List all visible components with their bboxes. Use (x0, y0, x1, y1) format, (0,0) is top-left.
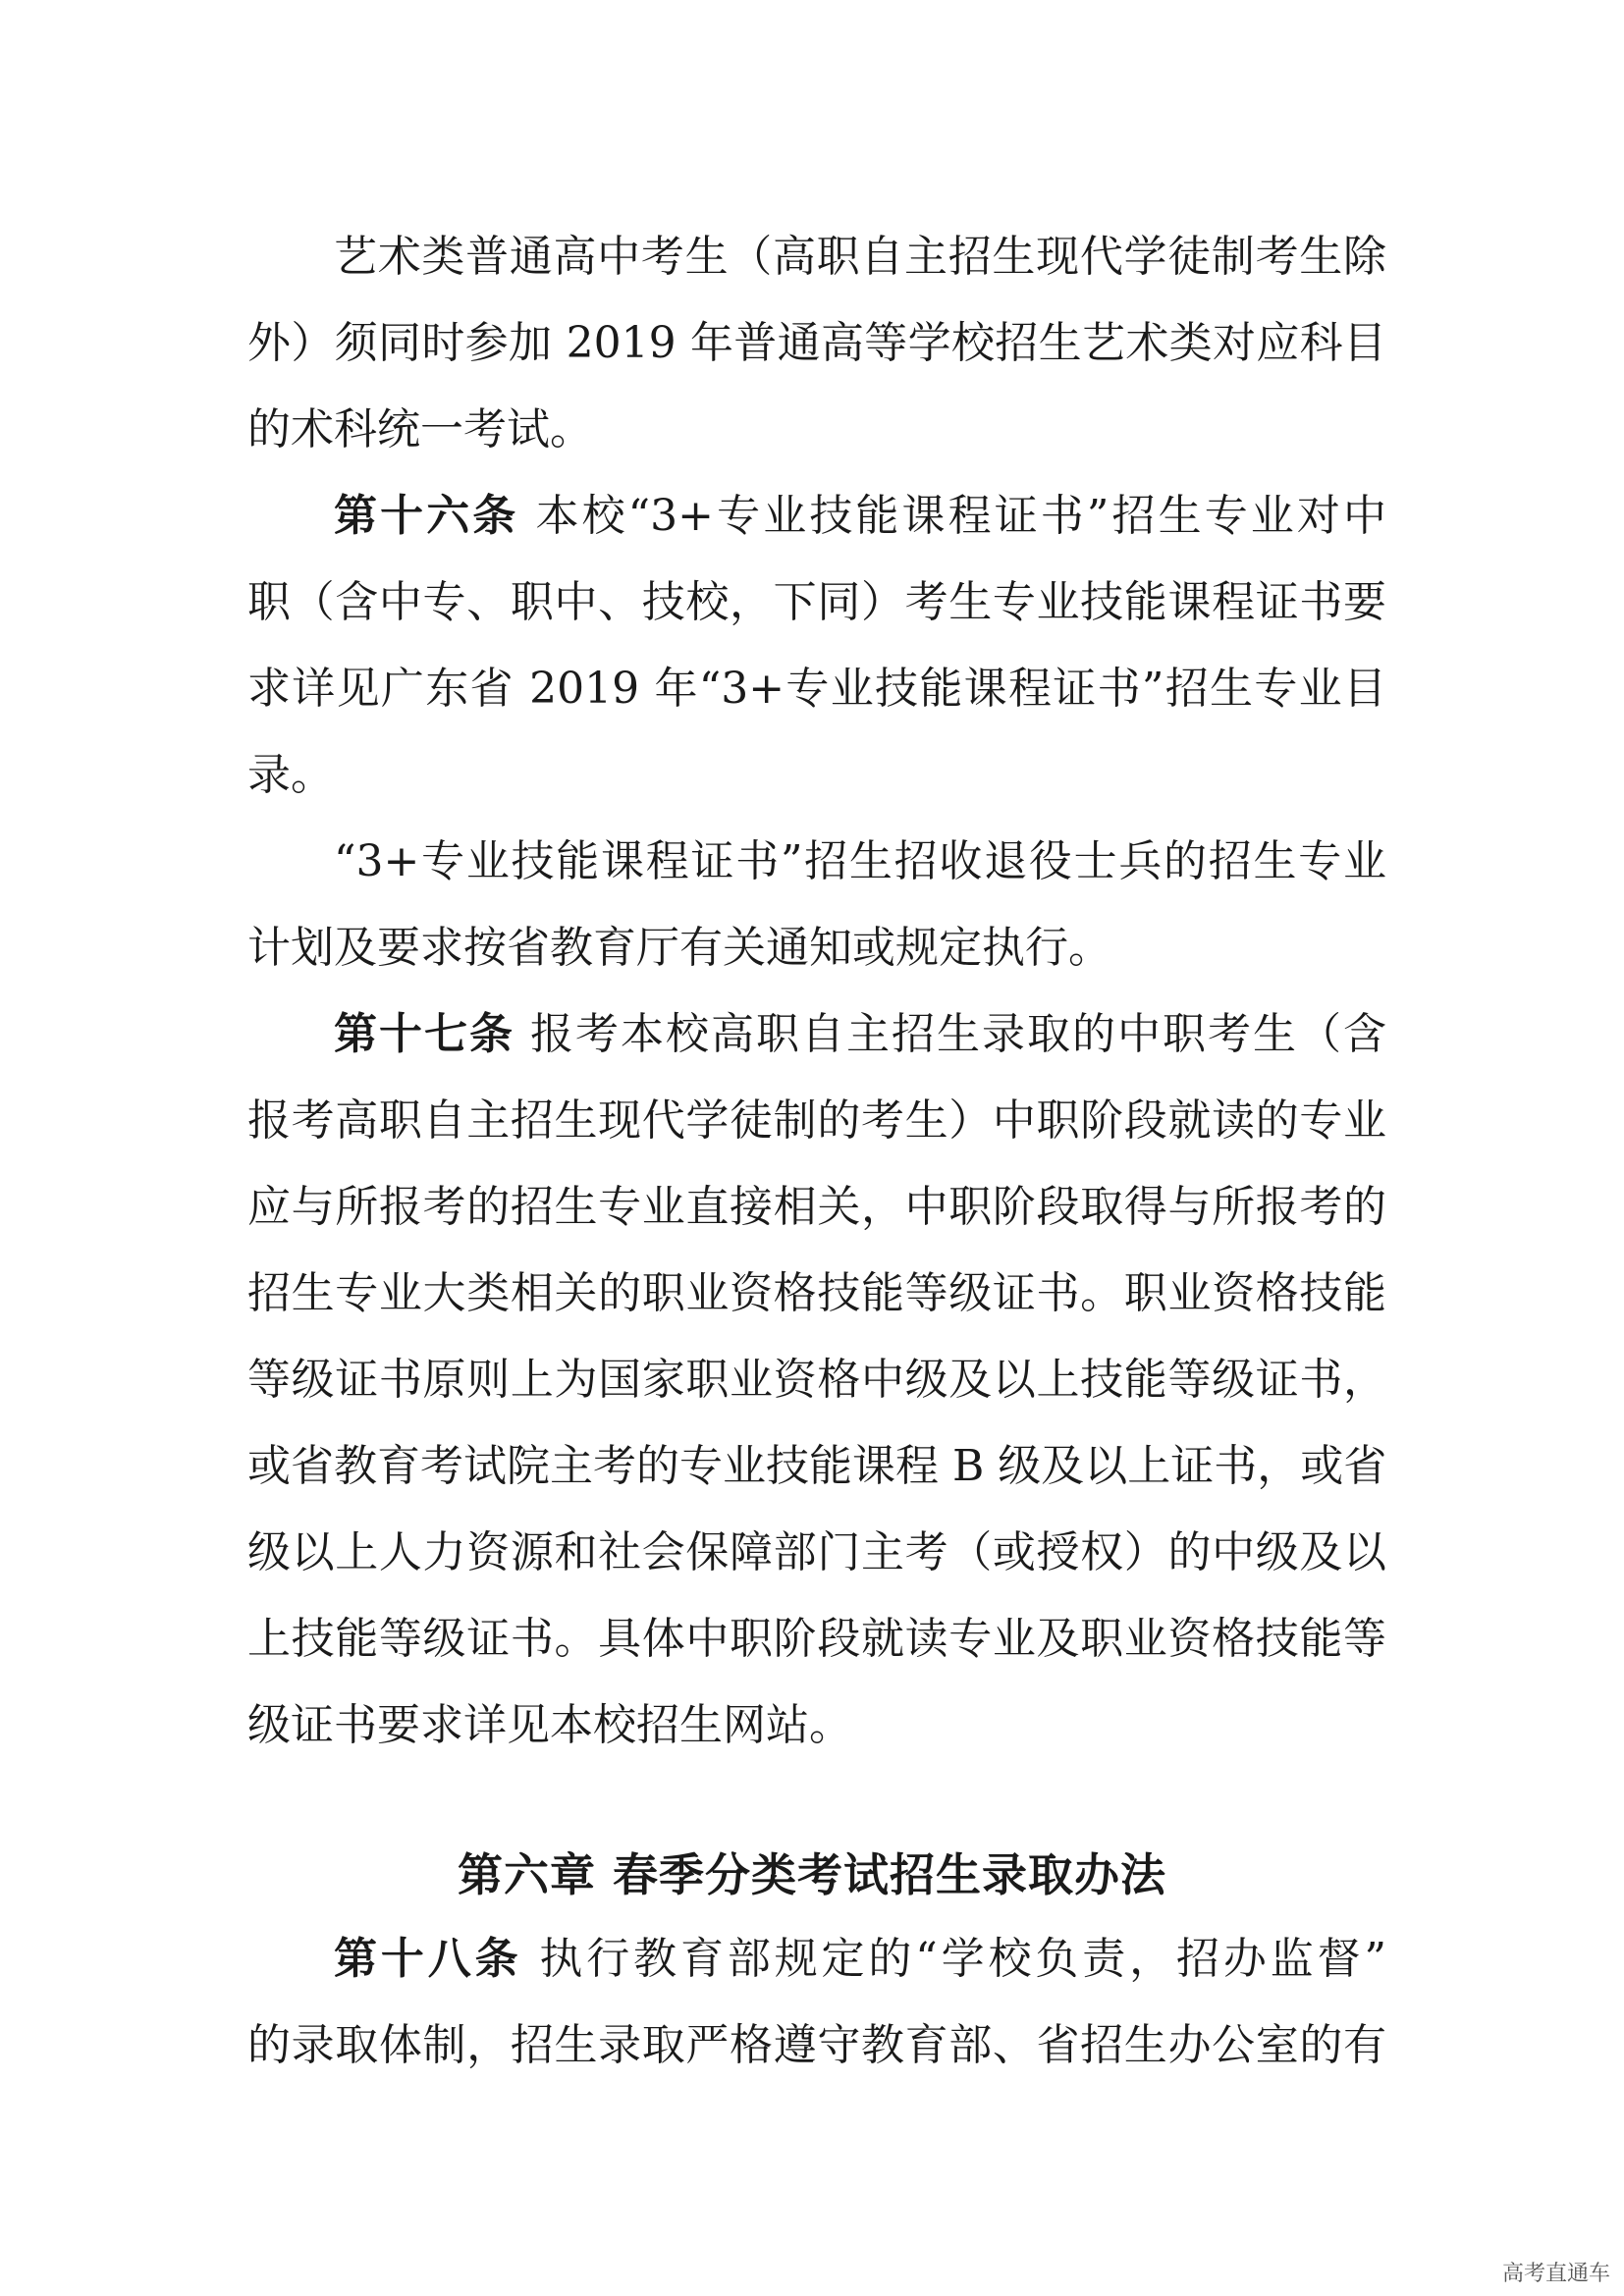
watermark-text: 高考直通车 (1501, 2262, 1610, 2286)
article-17-line-5: 等级证书原则上为国家职业资格中级及以上技能等级证书， (247, 1355, 1386, 1405)
paragraph-1-line-1: 艺术类普通高中考生（高职自主招生现代学徒制考生除 (334, 232, 1386, 282)
paragraph-3-line-2: 计划及要求按省教育厅有关通知或规定执行。 (247, 923, 1111, 973)
chapter-title: 第六章 春季分类考试招生录取办法 (457, 1848, 1166, 1901)
article-16-text: 本校“3+专业技能课程证书”招生专业对中 (535, 491, 1386, 541)
article-17-text: 报考本校高职自主招生录取的中职考生（含 (530, 1009, 1386, 1059)
article-17-line-8: 上技能等级证书。具体中职阶段就读专业及职业资格技能等 (247, 1614, 1386, 1664)
article-17-line-7: 级以上人力资源和社会保障部门主考（或授权）的中级及以 (247, 1527, 1386, 1577)
article-16-line-4: 录。 (247, 750, 334, 800)
paragraph-1-line-3: 的术科统一考试。 (247, 404, 593, 454)
article-17-heading: 第十七条 (334, 1009, 514, 1059)
paragraph-1-line-2: 外）须同时参加 2019 年普通高等学校招生艺术类对应科目 (247, 318, 1386, 368)
article-18-line-1 (334, 1930, 1386, 1989)
article-16-line-1 (334, 487, 1386, 546)
article-17-line-3: 应与所报考的招生专业直接相关，中职阶段取得与所报考的 (247, 1182, 1386, 1232)
article-18-heading: 第十八条 (334, 1934, 522, 1984)
paragraph-3-line-1: “3+专业技能课程证书”招生招收退役士兵的招生专业 (334, 836, 1386, 886)
article-17-line-2: 报考高职自主招生现代学徒制的考生）中职阶段就读的专业 (247, 1095, 1386, 1146)
article-17-line-1 (334, 1005, 1386, 1064)
article-17-line-6: 或省教育考试院主考的专业技能课程 B 级及以上证书，或省 (247, 1441, 1387, 1491)
article-18-line-2: 的录取体制，招生录取严格遵守教育部、省招生办公室的有 (247, 2020, 1386, 2070)
article-17-line-9: 级证书要求详见本校招生网站。 (247, 1700, 852, 1750)
article-16-line-2: 职（含中专、职中、技校，下同）考生专业技能课程证书要 (247, 577, 1386, 627)
article-17-line-4: 招生专业大类相关的职业资格技能等级证书。职业资格技能 (247, 1268, 1386, 1318)
article-16-line-3: 求详见广东省 2019 年“3+专业技能课程证书”招生专业目 (247, 664, 1386, 714)
article-16-heading: 第十六条 (334, 491, 519, 541)
article-18-text: 执行教育部规定的“学校负责，招办监督” (539, 1934, 1386, 1984)
